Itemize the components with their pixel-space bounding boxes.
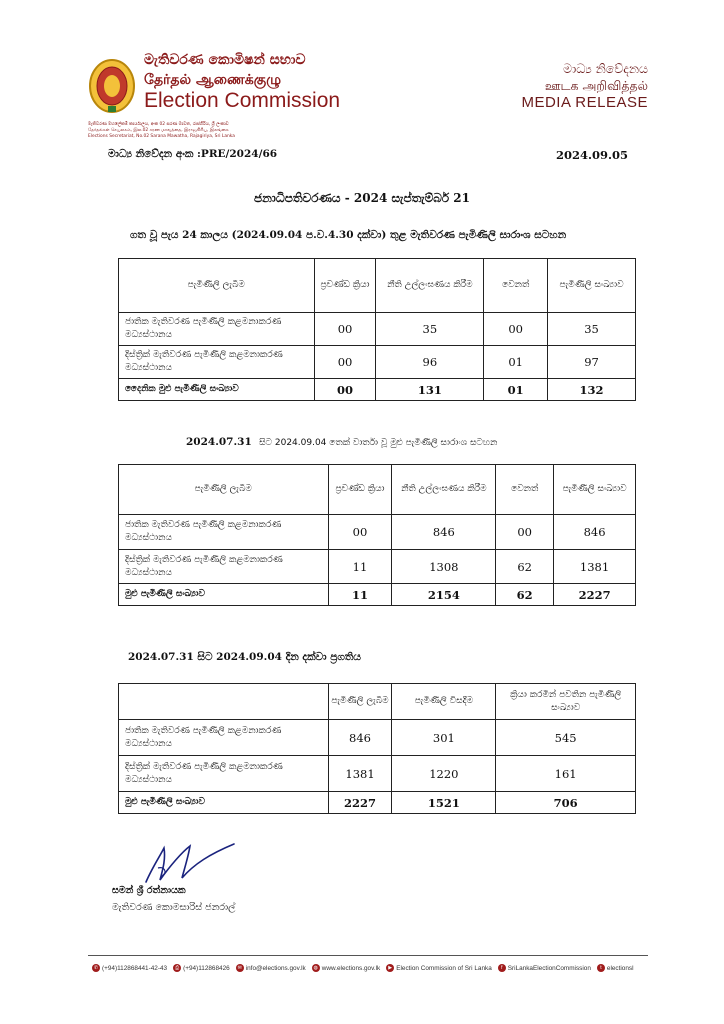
org-name-tamil: தேர்தல் ஆணைக்குழு bbox=[144, 72, 282, 88]
header-cell: පැමිණිලි සංඛ්‍යාව bbox=[554, 465, 636, 515]
cell: 1308 bbox=[392, 550, 496, 584]
cell: 00 bbox=[496, 515, 554, 550]
table-row bbox=[119, 313, 636, 346]
signer-title: මැතිවරණ කොමසාරිස් ජනරාල් bbox=[112, 902, 236, 913]
web-link[interactable]: www.elections.gov.lk bbox=[321, 964, 381, 972]
cell: 00 bbox=[484, 313, 548, 346]
letterhead bbox=[88, 50, 648, 150]
footer-facebook[interactable] bbox=[498, 964, 591, 972]
header-cell: පැමිණිලි ලැබීම bbox=[119, 259, 315, 313]
table-row bbox=[119, 515, 636, 550]
cell: 62 bbox=[496, 584, 554, 606]
table-row bbox=[119, 346, 636, 379]
total-row bbox=[119, 379, 636, 401]
media-label-tamil: ஊடக அறிவித்தல் bbox=[544, 78, 648, 93]
reference-line bbox=[108, 148, 628, 161]
cell: 2227 bbox=[328, 792, 392, 814]
header-cell: වෙනත් bbox=[496, 465, 554, 515]
cell: 01 bbox=[484, 346, 548, 379]
cell: 545 bbox=[496, 720, 636, 756]
cell: 00 bbox=[314, 379, 376, 401]
org-name-sinhala: මැතිවරණ කොමිෂන් සභාව bbox=[144, 52, 306, 68]
row-label: මුළු පැමිණිලි සංඛ්‍යාව bbox=[119, 584, 329, 606]
cell: 96 bbox=[376, 346, 484, 379]
address-tamil: தேர்தல்கள் செயலகம், இல.02 சரண மாவத்தை, இராஜகிரிய, இலங்கை bbox=[88, 128, 229, 133]
cell: 01 bbox=[484, 379, 548, 401]
globe-icon: ◍ bbox=[313, 965, 318, 971]
footer-web[interactable] bbox=[312, 964, 381, 972]
table2-caption-date: 2024.07.31 bbox=[186, 436, 252, 448]
cell: 97 bbox=[548, 346, 636, 379]
header-cell: ප්‍රචණ්ඩ ක්‍රියා bbox=[328, 465, 392, 515]
cell: 1521 bbox=[392, 792, 496, 814]
cell: 161 bbox=[496, 756, 636, 792]
header-cell: ප්‍රචණ්ඩ ක්‍රියා bbox=[314, 259, 376, 313]
document-title: ජනාධිපතිවරණය - 2024 සැප්තැම්බර් 21 bbox=[254, 191, 470, 205]
cell: 2227 bbox=[554, 584, 636, 606]
header-cell: නීති උල්ලංඝණය කිරීම bbox=[392, 465, 496, 515]
header-cell: පැමිණිලි ලැබීම bbox=[119, 465, 329, 515]
header-cell: පැමිණිලි ලැබීම bbox=[328, 684, 392, 720]
cell: 131 bbox=[376, 379, 484, 401]
org-name-english: Election Commission bbox=[144, 89, 341, 112]
address-english: Elections Secretariat, No.02 Sarana Mawatha, Rajagiriya, Sri Lanka bbox=[88, 134, 235, 139]
email-icon: ✉ bbox=[237, 965, 242, 971]
footer-divider bbox=[88, 955, 648, 956]
table-row bbox=[119, 550, 636, 584]
header-cell: පැමිණිලි සංඛ්‍යාව bbox=[548, 259, 636, 313]
table-row bbox=[119, 720, 636, 756]
media-label-english: MEDIA RELEASE bbox=[521, 94, 648, 111]
row-label: මුළු පැමිණිලි සංඛ්‍යාව bbox=[119, 792, 329, 814]
cell: 846 bbox=[328, 720, 392, 756]
media-release-label bbox=[521, 60, 648, 111]
facebook-icon: f bbox=[498, 964, 506, 972]
row-label: දිස්ත්‍රික් මැතිවරණ පැමිණිලි කළමනාකරණ මධ්‍යස්ථානය bbox=[119, 756, 329, 792]
youtube-link[interactable]: Election Commission of Sri Lanka bbox=[396, 964, 492, 972]
row-label: ජාතික මැතිවරණ පැමිණිලි කළමනාකරණ මධ්‍යස්ථානය bbox=[119, 515, 329, 550]
cell: 2154 bbox=[392, 584, 496, 606]
facebook-link[interactable]: SriLankaElectionCommission bbox=[507, 964, 591, 972]
cell: 846 bbox=[392, 515, 496, 550]
row-label: දෛනික මුළු පැමිණිලි සංඛ්‍යාව bbox=[119, 379, 315, 401]
handwritten-signature bbox=[138, 838, 238, 888]
table1 bbox=[118, 258, 636, 401]
national-emblem-icon bbox=[88, 56, 136, 114]
row-label: ජාතික මැතිවරණ පැමිණිලි කළමනාකරණ මධ්‍යස්ථානය bbox=[119, 720, 329, 756]
cell: 35 bbox=[376, 313, 484, 346]
cell: 00 bbox=[328, 515, 392, 550]
total-row bbox=[119, 584, 636, 606]
address-sinhala: මැතිවරණ මහලේකම් කාර්යාලය, අංක 02 සරණ මාවත, රාජගිරිය, ශ්‍රී ලංකාව bbox=[88, 122, 229, 127]
table3-caption: 2024.07.31 සිට 2024.09.04 දින දක්වා ප්‍රගතිය bbox=[128, 651, 361, 663]
contact-footer bbox=[92, 964, 662, 972]
footer-email[interactable] bbox=[236, 964, 306, 972]
table-header-row bbox=[119, 684, 636, 720]
fax-icon: ⎙ bbox=[175, 965, 180, 971]
email-link[interactable]: info@elections.gov.lk bbox=[245, 964, 306, 972]
header-cell: නීති උල්ලංඝණය කිරීම bbox=[376, 259, 484, 313]
phone-text: (+94)112868441-42-43 bbox=[102, 964, 168, 972]
header-cell: ක්‍රියා කරමින් පවතින පැමිණිලි සංඛ්‍යාව bbox=[496, 684, 636, 720]
phone-icon: ✆ bbox=[93, 965, 99, 971]
row-label: ජාතික මැතිවරණ පැමිණිලි කළමනාකරණ මධ්‍යස්ථානය bbox=[119, 313, 315, 346]
cell: 846 bbox=[554, 515, 636, 550]
twitter-link[interactable]: electionsl bbox=[606, 964, 634, 972]
table-header-row bbox=[119, 465, 636, 515]
cell: 1381 bbox=[328, 756, 392, 792]
header-cell: පැමිණිලි විසදීම bbox=[392, 684, 496, 720]
fax-text: (+94)112868426 bbox=[183, 964, 230, 972]
footer-twitter[interactable] bbox=[597, 964, 634, 972]
cell: 00 bbox=[314, 346, 376, 379]
table-header-row bbox=[119, 259, 636, 313]
footer-phone bbox=[92, 964, 167, 972]
cell: 00 bbox=[314, 313, 376, 346]
cell: 11 bbox=[328, 550, 392, 584]
footer-fax bbox=[173, 964, 230, 972]
cell: 132 bbox=[548, 379, 636, 401]
cell: 706 bbox=[496, 792, 636, 814]
cell: 35 bbox=[548, 313, 636, 346]
footer-youtube[interactable] bbox=[386, 964, 492, 972]
media-label-sinhala: මාධ්‍ය නිවේදනය bbox=[563, 61, 648, 76]
cell: 1220 bbox=[392, 756, 496, 792]
twitter-icon: t bbox=[597, 964, 605, 972]
header-cell: වෙනත් bbox=[484, 259, 548, 313]
table2-caption-text: සිට 2024.09.04 තෙක් වාර්තා වූ මුළු පැමිණිලි සාරාංශ සටහන bbox=[259, 438, 498, 448]
table2-caption bbox=[186, 436, 497, 448]
header-cell bbox=[119, 684, 329, 720]
cell: 11 bbox=[328, 584, 392, 606]
release-date: 2024.09.05 bbox=[555, 148, 628, 162]
table3 bbox=[118, 683, 636, 814]
address-block bbox=[88, 122, 388, 140]
table2 bbox=[118, 464, 636, 606]
table-row bbox=[119, 756, 636, 792]
table1-caption: ගත වූ පැය 24 කාලය (2024.09.04 ප.ව.4.30 දක්වා) තුළ මැතිවරණ පැමිණිලි සාරාංශ සටහන bbox=[130, 229, 567, 241]
row-label: දිස්ත්‍රික් මැතිවරණ පැමිණිලි කළමනාකරණ මධ්‍යස්ථානය bbox=[119, 346, 315, 379]
reference-number: මාධ්‍ය නිවේදන අංක :PRE/2024/66 bbox=[108, 148, 278, 160]
signer-name: සමන් ශ්‍රී රත්නායක bbox=[112, 885, 186, 896]
youtube-icon: ▶ bbox=[386, 964, 394, 972]
total-row bbox=[119, 792, 636, 814]
cell: 62 bbox=[496, 550, 554, 584]
row-label: දිස්ත්‍රික් මැතිවරණ පැමිණිලි කළමනාකරණ මධ්‍යස්ථානය bbox=[119, 550, 329, 584]
cell: 301 bbox=[392, 720, 496, 756]
cell: 1381 bbox=[554, 550, 636, 584]
